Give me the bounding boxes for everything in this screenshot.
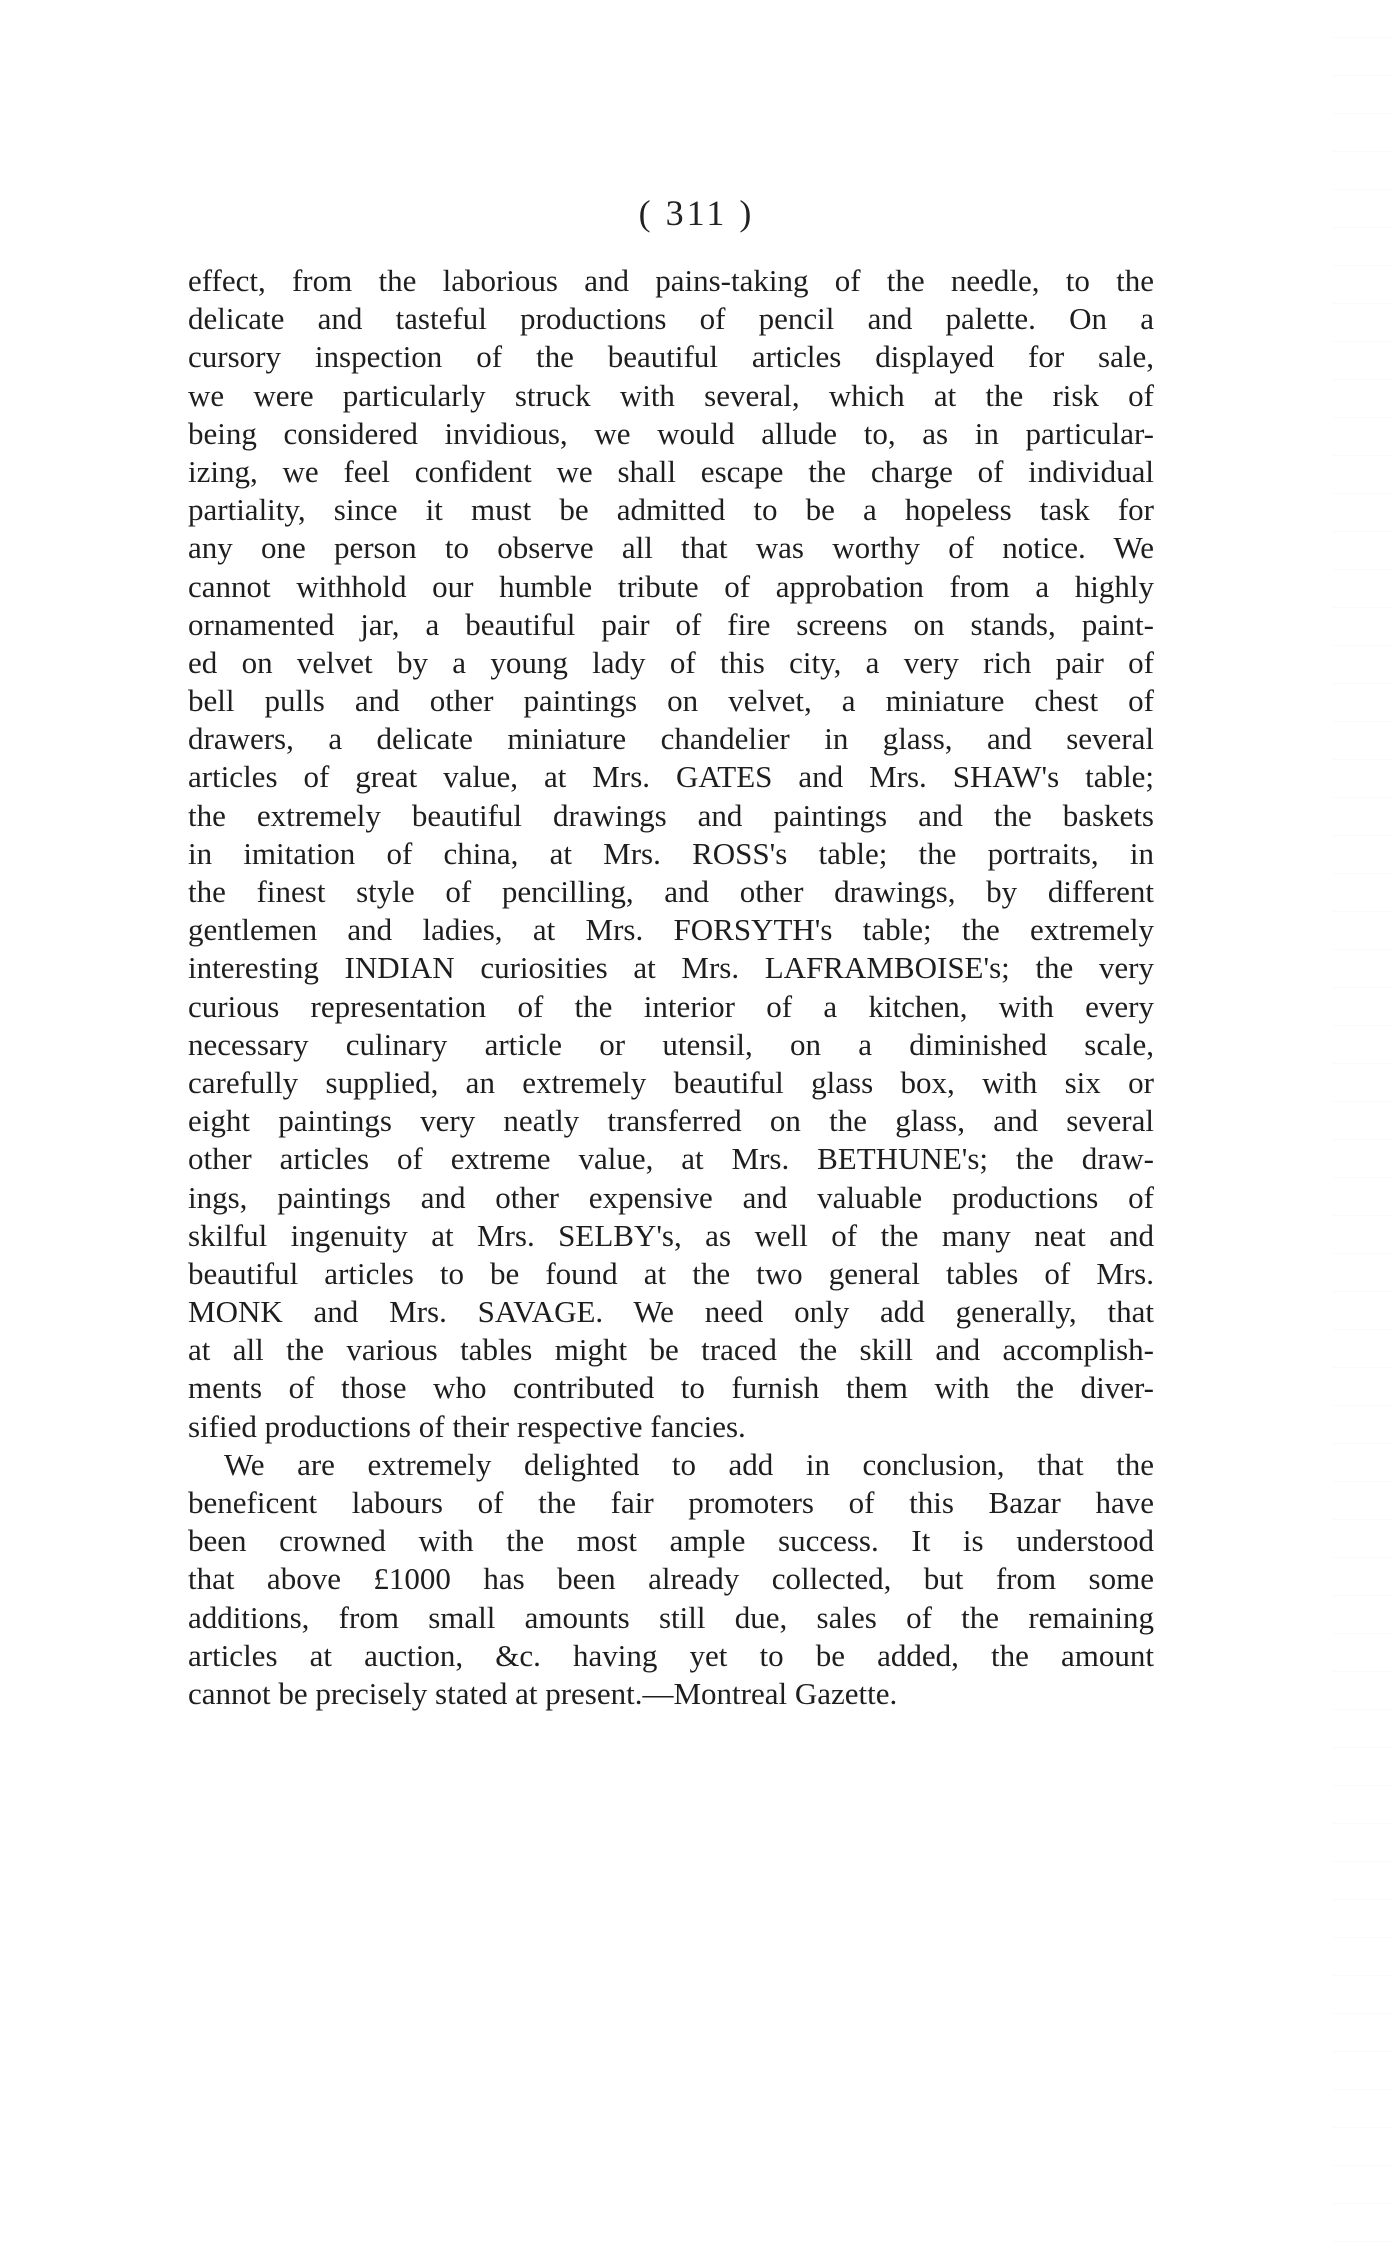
text-line: carefully supplied, an extremely beautiful glass box, with six or bbox=[188, 1064, 1154, 1100]
text-line: been crowned with the most ample success. It is understood bbox=[188, 1523, 1154, 1559]
text-line: interesting INDIAN curiosities at Mrs. LAFRAMBOISE's; the very bbox=[188, 950, 1154, 986]
body-text bbox=[188, 262, 1154, 1713]
text-line: cannot withhold our humble tribute of approbation from a highly bbox=[188, 568, 1154, 604]
paragraph-2 bbox=[188, 1446, 1154, 1713]
text-line: the finest style of pencilling, and other drawings, by different bbox=[188, 874, 1154, 909]
text-line: effect, from the laborious and pains-taking of the needle, to the bbox=[188, 263, 1154, 298]
text-line: curious representation of the interior of a kitchen, with every bbox=[188, 988, 1154, 1024]
text-line: other articles of extreme value, at Mrs. BETHUNE's; the draw- bbox=[188, 1141, 1154, 1177]
text-line: necessary culinary article or utensil, on a diminished scale, bbox=[188, 1026, 1154, 1062]
text-line: MONK and Mrs. SAVAGE. We need only add generally, that bbox=[188, 1294, 1154, 1330]
page-number: ( 311 ) bbox=[638, 193, 755, 233]
text-line: partiality, since it must be admitted to be a hopeless task for bbox=[188, 492, 1154, 528]
text-line: being considered invidious, we would allude to, as in particular- bbox=[188, 415, 1154, 451]
text-line: bell pulls and other paintings on velvet, a miniature chest of bbox=[188, 683, 1154, 719]
text-line: articles at auction, &c. having yet to be added, the amount bbox=[188, 1637, 1154, 1673]
text-line: ings, paintings and other expensive and valuable productions of bbox=[188, 1179, 1154, 1215]
text-line: cursory inspection of the beautiful articles displayed for sale, bbox=[188, 339, 1154, 375]
text-line: eight paintings very neatly transferred on the glass, and several bbox=[188, 1103, 1154, 1139]
text-line: beautiful articles to be found at the two general tables of Mrs. bbox=[188, 1255, 1154, 1291]
text-line: izing, we feel confident we shall escape the charge of individual bbox=[188, 453, 1154, 489]
text-line: ed on velvet by a young lady of this city, a very rich pair of bbox=[188, 644, 1154, 680]
text-line: ments of those who contributed to furnish them with the diver- bbox=[188, 1370, 1154, 1406]
page-edge-shading bbox=[1333, 0, 1393, 2244]
text-line: we were particularly struck with several, which at the risk of bbox=[188, 377, 1154, 413]
text-line: additions, from small amounts still due, sales of the remaining bbox=[188, 1599, 1154, 1635]
text-line: skilful ingenuity at Mrs. SELBY's, as well of the many neat and bbox=[188, 1217, 1154, 1253]
text-line: drawers, a delicate miniature chandelier in glass, and several bbox=[188, 721, 1154, 757]
text-line: delicate and tasteful productions of pencil and palette. On a bbox=[188, 301, 1154, 337]
text-line: gentlemen and ladies, at Mrs. FORSYTH's table; the extremely bbox=[188, 912, 1154, 948]
text-line: articles of great value, at Mrs. GATES and Mrs. SHAW's table; bbox=[188, 759, 1154, 795]
text-line: beneficent labours of the fair promoters of this Bazar have bbox=[188, 1485, 1154, 1520]
text-line: ornamented jar, a beautiful pair of fire screens on stands, paint- bbox=[188, 606, 1154, 642]
text-line: that above £1000 has been already collected, but from some bbox=[188, 1561, 1154, 1597]
text-line: cannot be precisely stated at present.—Montreal Gazette. bbox=[188, 1675, 898, 1711]
text-line: in imitation of china, at Mrs. ROSS's table; the portraits, in bbox=[188, 835, 1154, 871]
text-line: at all the various tables might be traced the skill and accomplish- bbox=[188, 1332, 1154, 1368]
text-line: the extremely beautiful drawings and paintings and the baskets bbox=[188, 797, 1154, 833]
text-line: any one person to observe all that was worthy of notice. We bbox=[188, 530, 1154, 566]
text-line: We are extremely delighted to add in conclusion, that the bbox=[224, 1446, 1154, 1482]
text-line: sified productions of their respective fancies. bbox=[188, 1408, 746, 1444]
paragraph-1 bbox=[188, 262, 1154, 1446]
